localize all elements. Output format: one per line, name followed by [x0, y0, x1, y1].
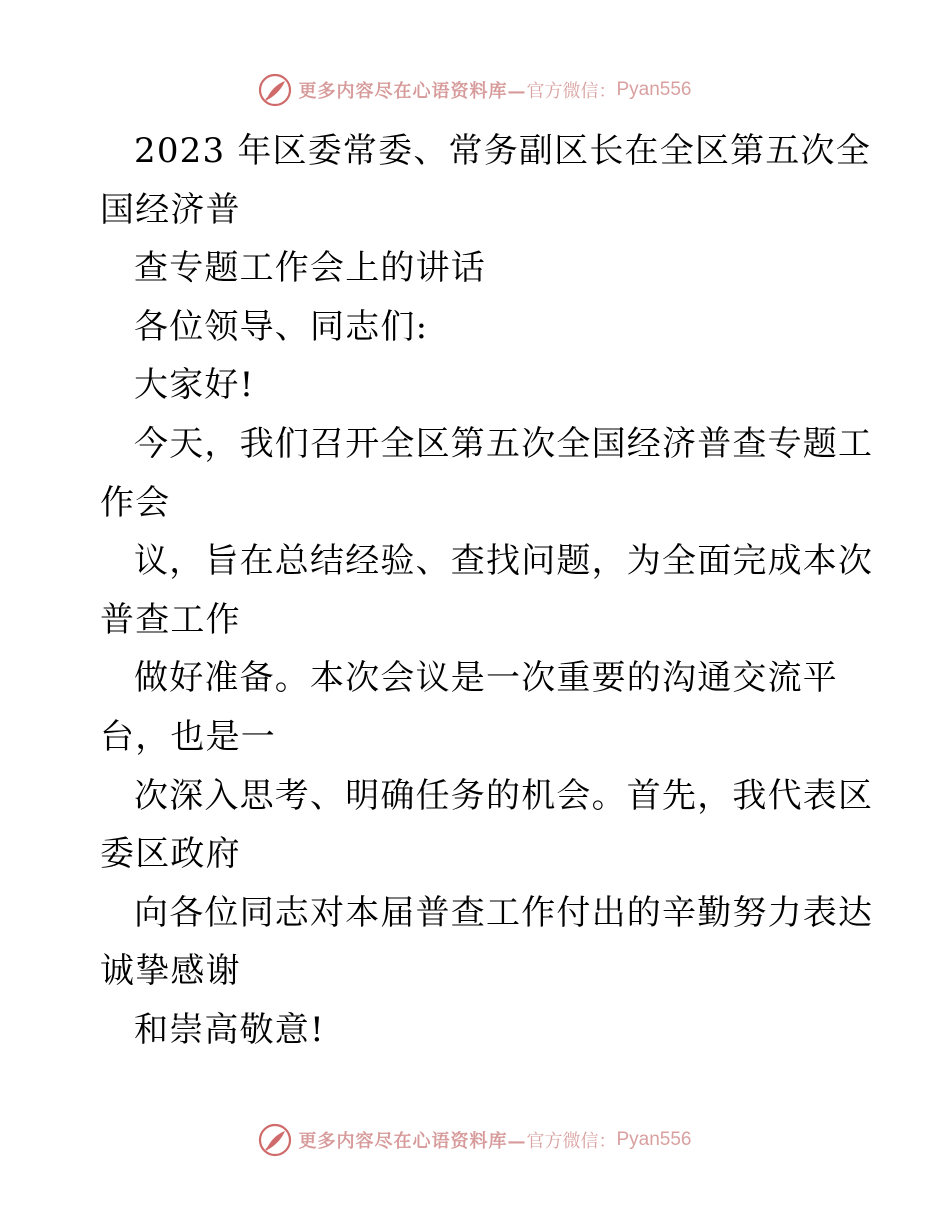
body-line: 议，旨在总结经验、查找问题，为全面完成本次 [134, 541, 874, 582]
body-line: 台，也是一 [100, 716, 276, 757]
greeting: 大家好! [134, 365, 255, 406]
header-brand-text: 更多内容尽在心语资料库— [298, 81, 527, 102]
body-line: 向各位同志对本届普查工作付出的辛勤努力表达 [134, 892, 874, 933]
body-line: 作会 [100, 482, 171, 523]
body-line: 今天，我们召开全区第五次全国经济普查专题工 [134, 423, 874, 464]
quill-logo-icon [258, 73, 292, 107]
footer-wechat-handle: Pyan556 [616, 1129, 692, 1150]
body-line: 普查工作 [100, 599, 241, 640]
quill-logo-icon [258, 1123, 292, 1157]
body-line: 委区政府 [100, 834, 241, 875]
title-line-3: 查专题工作会上的讲话 [134, 248, 486, 289]
footer-official-label: 官方微信： [526, 1131, 617, 1152]
footer-brand-text: 更多内容尽在心语资料库— [298, 1131, 527, 1152]
header-watermark [0, 70, 950, 110]
body-line: 诚挚感谢 [100, 951, 241, 992]
document-body [100, 122, 874, 1060]
title-line-2: 国经济普 [100, 189, 241, 230]
salutation: 各位领导、同志们: [134, 306, 429, 347]
footer-watermark [0, 1120, 950, 1160]
header-official-label: 官方微信： [526, 81, 617, 102]
body-line: 次深入思考、明确任务的机会。首先，我代表区 [134, 775, 874, 816]
body-line: 做好准备。本次会议是一次重要的沟通交流平 [134, 658, 838, 699]
title-line-1: 2023 年区委常委、常务副区长在全区第五次全 [134, 131, 871, 171]
header-wechat-handle: Pyan556 [616, 79, 692, 100]
body-line: 和崇高敬意! [134, 1009, 325, 1050]
